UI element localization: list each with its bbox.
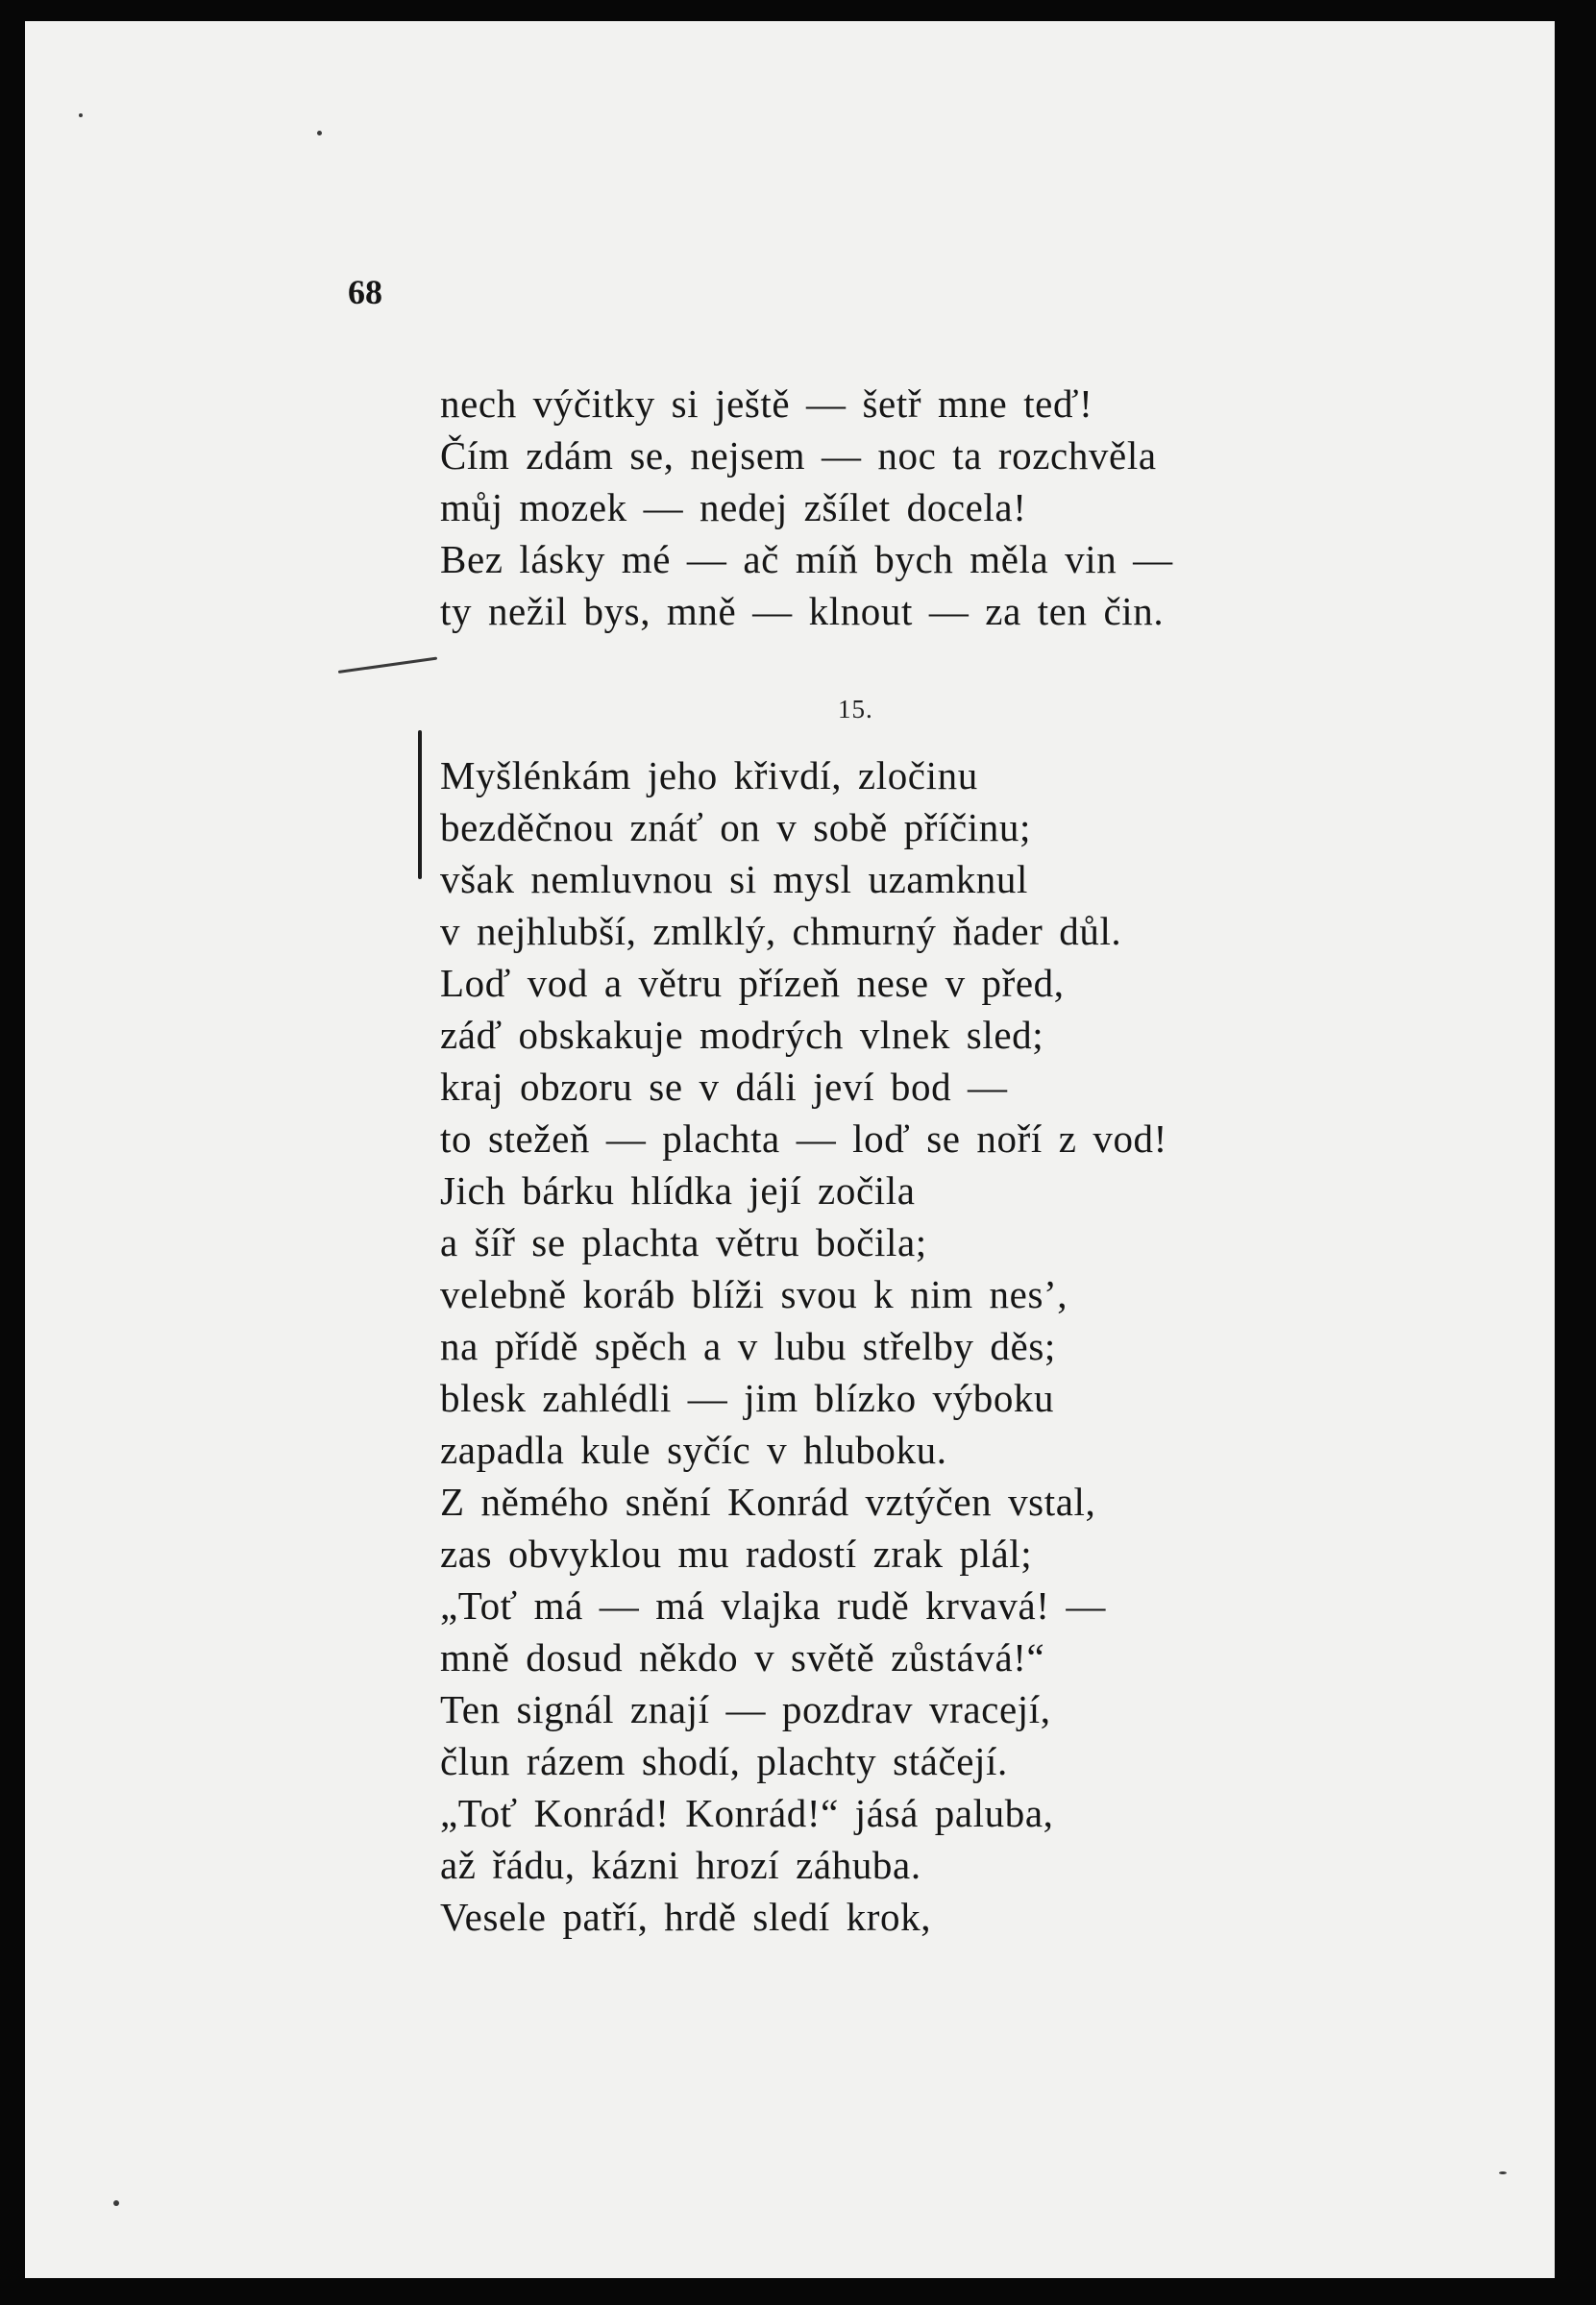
paper-speck [113, 2200, 119, 2206]
poem-line: kraj obzoru se v dáli jeví bod — [440, 1065, 1008, 1109]
section-number: 15. [838, 695, 873, 723]
poem-line: Loď vod a větru přízeň nese v před, [440, 961, 1065, 1005]
poem-line: blesk zahlédli — jim blízko výboku [440, 1376, 1055, 1420]
margin-mark [418, 730, 422, 879]
poem-line: bezděčnou znáť on v sobě příčinu; [440, 805, 1031, 849]
poem-line: zas obvyklou mu radostí zrak plál; [440, 1532, 1033, 1576]
poem-line: to stežeň — plachta — loď se noří z vod! [440, 1116, 1167, 1161]
poem-line: záď obskakuje modrých vlnek sled; [440, 1013, 1044, 1057]
poem-line: Jich bárku hlídka její zočila [440, 1168, 916, 1213]
poem-line: však nemluvnou si mysl uzamknul [440, 857, 1028, 901]
paper-speck [1499, 2171, 1507, 2174]
poem-line: Z němého snění Konrád vztýčen vstal, [440, 1480, 1096, 1524]
poem-line: člun rázem shodí, plachty stáčejí. [440, 1739, 1008, 1783]
stanza-section-15 [440, 749, 1167, 1943]
poem-line: v nejhlubší, zmlklý, chmurný ňader důl. [440, 909, 1122, 953]
stanza-continuation [440, 378, 1173, 637]
poem-line: nech výčitky si ještě — šetř mne teď! [440, 381, 1093, 426]
poem-line: až řádu, kázni hrozí záhuba. [440, 1843, 921, 1887]
poem-line: Ten signál znají — pozdrav vracejí, [440, 1687, 1051, 1731]
poem-line: mně dosud někdo v světě zůstává!“ [440, 1635, 1045, 1680]
poem-line: Čím zdám se, nejsem — noc ta rozchvěla [440, 433, 1157, 478]
poem-line: zapadla kule syčíc v hluboku. [440, 1428, 947, 1472]
poem-line: na přídě spěch a v lubu střelby děs; [440, 1324, 1056, 1368]
poem-line: Myšlénkám jeho křivdí, zločinu [440, 753, 978, 797]
poem-line: Bez lásky mé — ač míň bych měla vin — [440, 537, 1173, 581]
poem-line: můj mozek — nedej zšílet docela! [440, 485, 1027, 529]
paper-speck [317, 131, 322, 135]
page-number: 68 [348, 273, 382, 311]
poem-line: „Toť má — má vlajka rudě krvavá! — [440, 1583, 1106, 1628]
poem-line: a šíř se plachta větru bočila; [440, 1220, 927, 1264]
poem-line: „Toť Konrád! Konrád!“ jásá paluba, [440, 1791, 1054, 1835]
poem-line: ty nežil bys, mně — klnout — za ten čin. [440, 589, 1165, 633]
paper-speck [79, 113, 83, 117]
poem-line: Vesele patří, hrdě sledí krok, [440, 1895, 932, 1939]
poem-line: velebně koráb blíži svou k nim nes’, [440, 1272, 1068, 1316]
